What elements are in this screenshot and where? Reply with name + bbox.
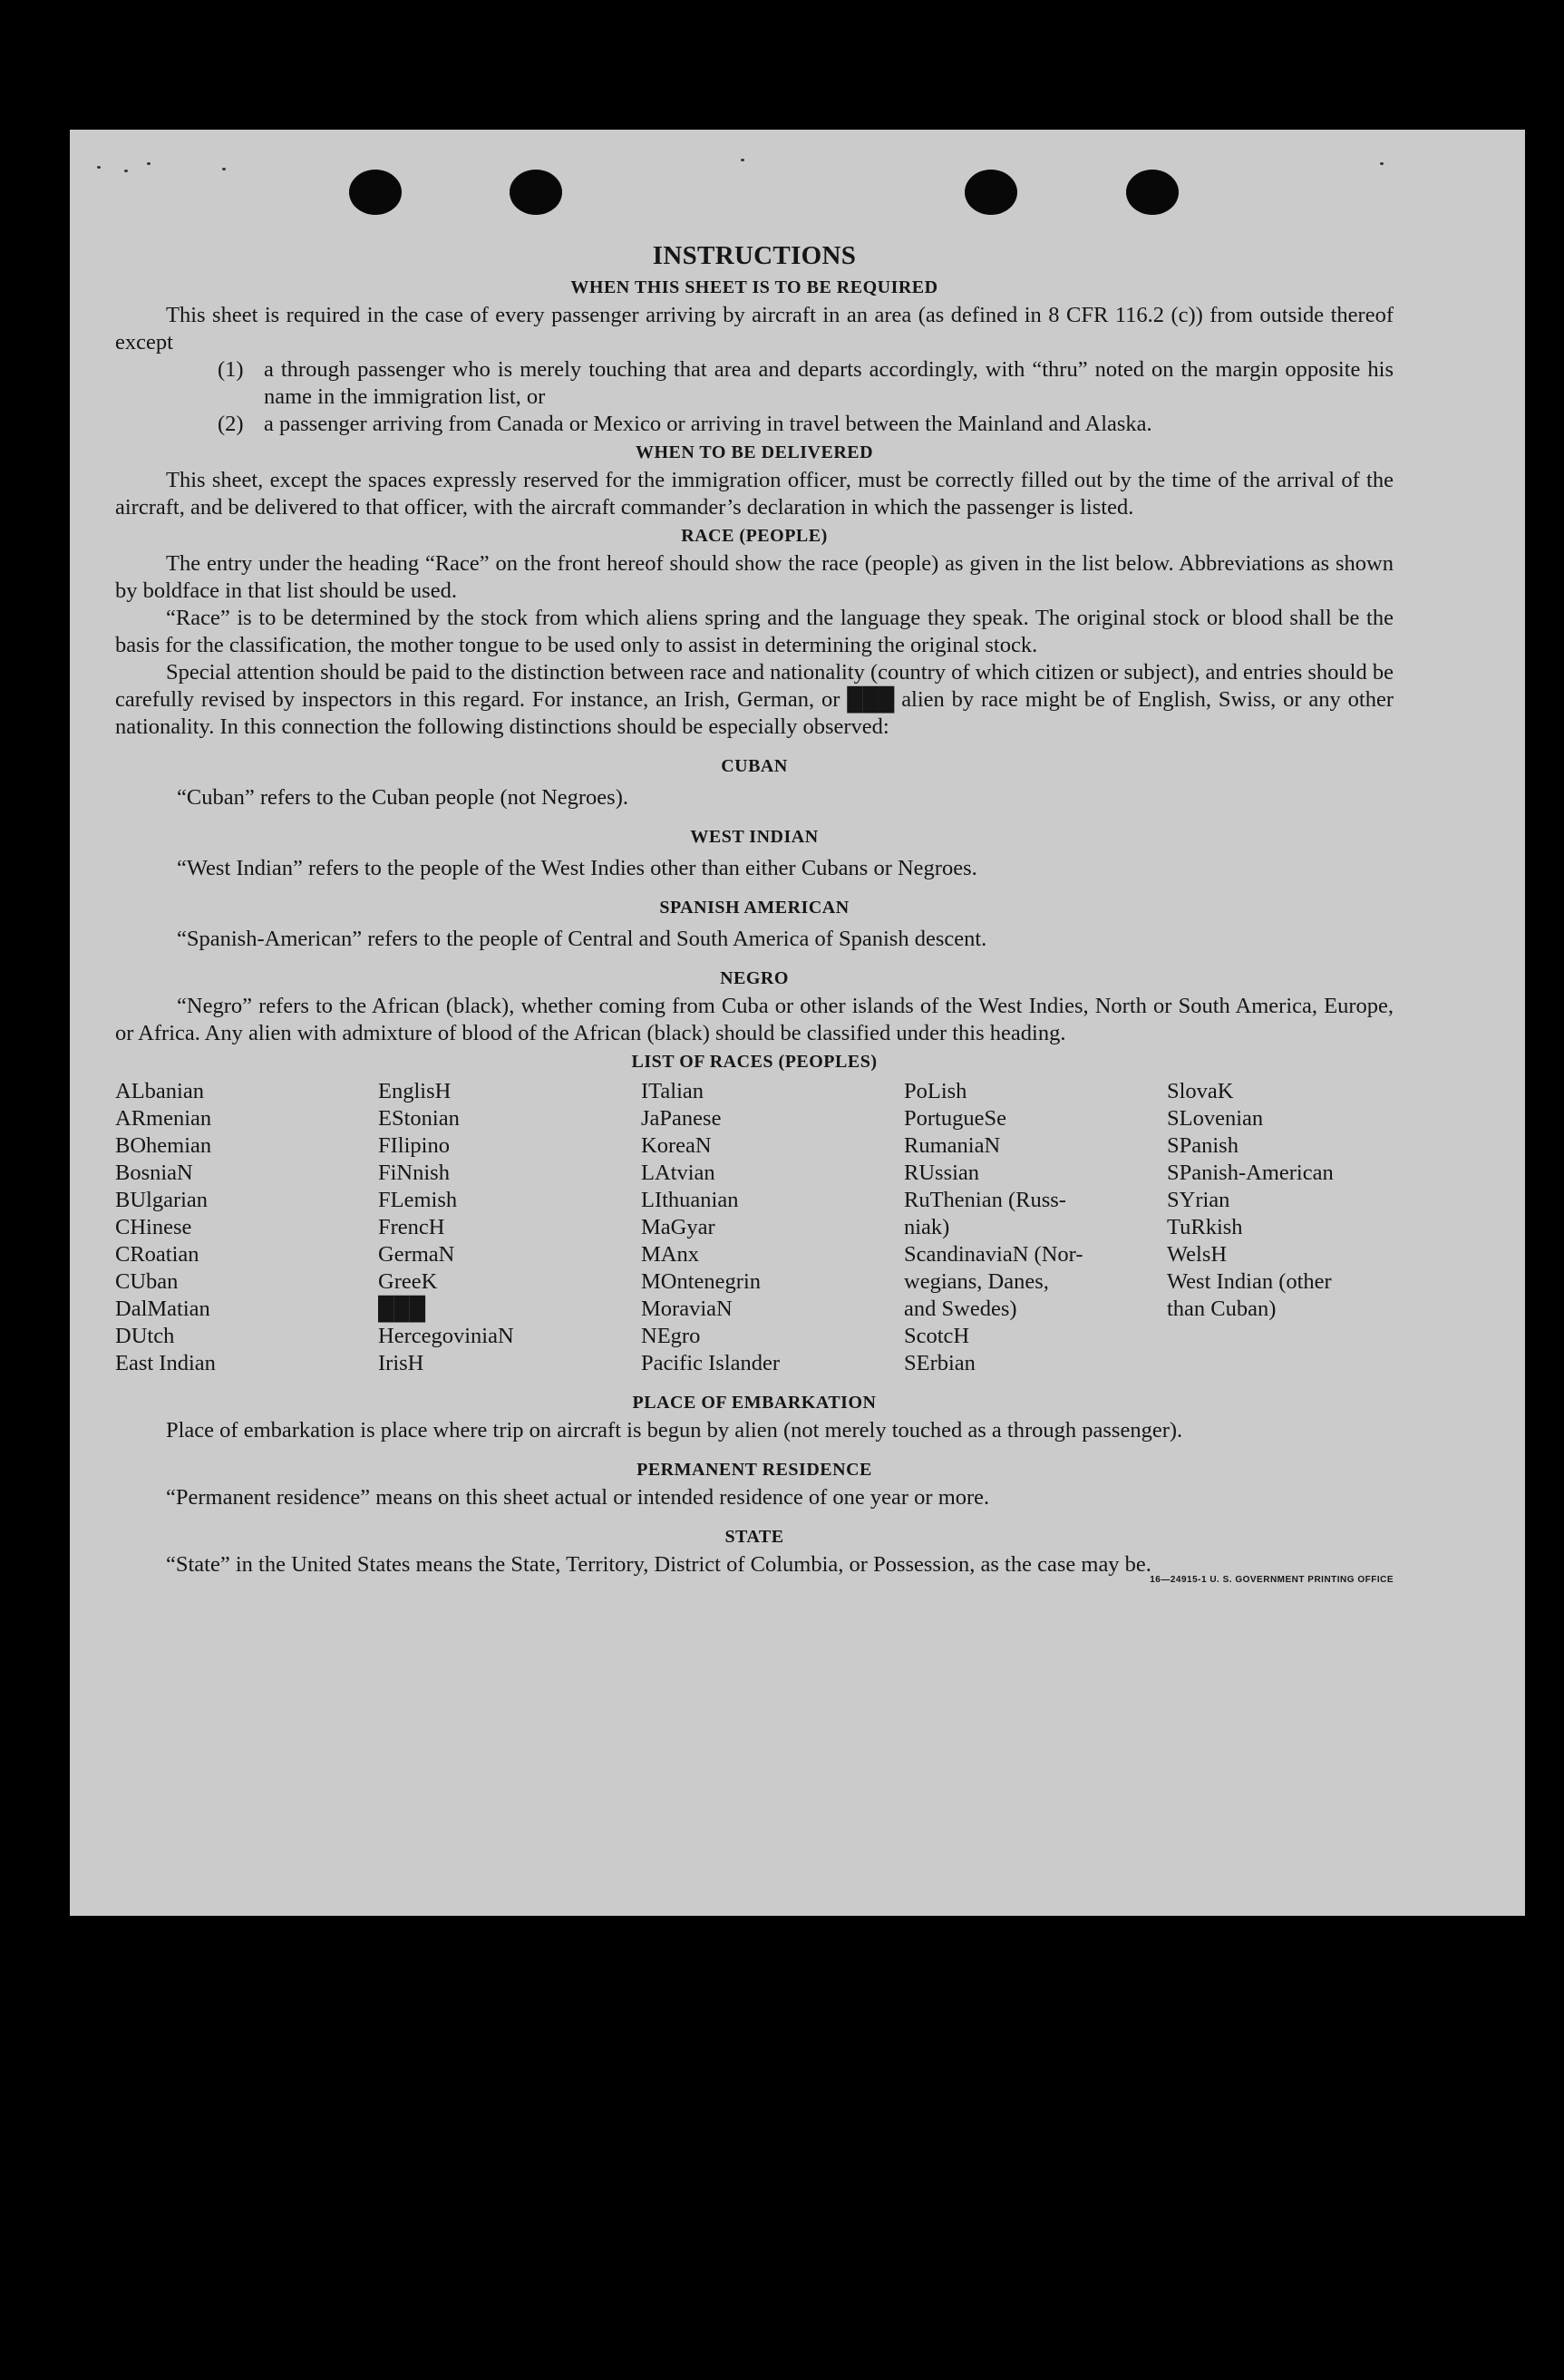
punch-hole	[1126, 170, 1179, 215]
race-entry: CHinese	[115, 1215, 192, 1239]
race-entry: MAnx	[641, 1242, 699, 1267]
item-text: a through passenger who is merely touching that area and departs accordingly, with “thru” noted on the margin opposite his name in the immigration list, or	[264, 357, 1394, 409]
item-number: (1)	[218, 357, 244, 382]
race-entry: RumaniaN	[904, 1133, 1001, 1158]
item-number: (2)	[218, 412, 244, 436]
race-entry: FiNnish	[378, 1161, 450, 1185]
race-entry: GreeK	[378, 1269, 438, 1294]
race-entry: DUtch	[115, 1324, 175, 1348]
race-entry: GermaN	[378, 1242, 455, 1267]
race-entry: East Indian	[115, 1351, 216, 1375]
paragraph: The entry under the heading “Race” on the front hereof should show the race (people) as given in the list below. Abbreviations as shown by boldface in that list should be used.	[115, 551, 1394, 603]
section-heading: PERMANENT RESIDENCE	[636, 1460, 872, 1480]
race-entry: FLemish	[378, 1188, 458, 1212]
punch-hole	[965, 170, 1017, 215]
race-entry: ScandinaviaN (Nor- wegians, Danes, and Swedes)	[904, 1242, 1083, 1321]
punch-hole	[349, 170, 402, 215]
race-entry: IrisH	[378, 1351, 424, 1375]
race-entry: ALbanian	[115, 1079, 204, 1103]
paragraph: This sheet, except the spaces expressly reserved for the immigration officer, must be correctly filled out by the time of the arrival of the aircraft, and be delivered to that officer, with the aircraft commander’s declaration in which the passenger is listed.	[115, 468, 1394, 520]
race-entry: HercegoviniaN	[378, 1324, 514, 1348]
paragraph: This sheet is required in the case of every passenger arriving by aircraft in an area (as defined in 8 CFR 116.2 (c)) from outside thereof except	[115, 303, 1394, 355]
race-entry: SLovenian	[1167, 1106, 1264, 1131]
race-column	[904, 1078, 1167, 1377]
section-heading: SPANISH AMERICAN	[659, 898, 850, 918]
race-column	[378, 1078, 641, 1377]
section-heading: NEGRO	[720, 968, 789, 988]
race-entry: SYrian	[1167, 1188, 1230, 1212]
race-entry: LIthuanian	[641, 1188, 739, 1212]
race-entry: ARmenian	[115, 1106, 212, 1131]
paragraph: “Race” is to be determined by the stock from which aliens spring and the language they speak. The original stock or blood shall be the basis for the classification, the mother tongue to be used only to assist in determining the original stock.	[115, 606, 1394, 657]
paragraph: Place of embarkation is place where trip on aircraft is begun by alien (not merely touched as a through passenger).	[166, 1418, 1183, 1443]
definition: “West Indian” refers to the people of the West Indies other than either Cubans or Negroes.	[177, 856, 977, 880]
race-entry: ███	[378, 1297, 426, 1321]
race-entry: JaPanese	[641, 1106, 722, 1131]
race-entry: MoraviaN	[641, 1297, 733, 1321]
exception-item	[218, 411, 1394, 438]
section-heading: LIST OF RACES (PEOPLES)	[631, 1052, 878, 1072]
race-entry: West Indian (other than Cuban)	[1167, 1269, 1332, 1321]
exception-item	[218, 356, 1394, 411]
instructions-content	[115, 240, 1394, 1589]
race-entry: Pacific Islander	[641, 1351, 781, 1375]
punch-hole	[510, 170, 562, 215]
definition: “Spanish-American” refers to the people of Central and South America of Spanish descent.	[177, 927, 987, 951]
race-entry: PortugueSe	[904, 1106, 1006, 1131]
section-heading: CUBAN	[721, 756, 788, 776]
speck	[222, 168, 226, 170]
race-entry: BosniaN	[115, 1161, 193, 1185]
race-entry: PoLish	[904, 1079, 967, 1103]
exception-list	[218, 356, 1394, 438]
race-entry: NEgro	[641, 1324, 701, 1348]
section-heading: RACE (PEOPLE)	[681, 526, 828, 546]
race-entry: DalMatian	[115, 1297, 210, 1321]
race-column	[115, 1078, 378, 1377]
race-entry: LAtvian	[641, 1161, 715, 1185]
speck	[147, 162, 151, 165]
item-text: a passenger arriving from Canada or Mexico or arriving in travel between the Mainland and Alaska.	[264, 412, 1152, 436]
paragraph: Special attention should be paid to the distinction between race and nationality (country of which citizen or subject), and entries should be carefully revised by inspectors in this regard. For instance, an Irish, German, or ███ alien by race might be of English, Swiss, or any other nationality. In this connection the following distinctions should be especially observed:	[115, 660, 1394, 739]
section-heading: WHEN TO BE DELIVERED	[635, 442, 874, 462]
race-entry: BUlgarian	[115, 1188, 209, 1212]
race-entry: KoreaN	[641, 1133, 712, 1158]
race-entry: TuRkish	[1167, 1215, 1243, 1239]
race-entry: RuThenian (Russ- niak)	[904, 1188, 1066, 1239]
race-column	[1167, 1078, 1403, 1377]
race-entry: SErbian	[904, 1351, 976, 1375]
section-heading: WEST INDIAN	[690, 827, 819, 847]
paragraph: “State” in the United States means the State, Territory, District of Columbia, or Possession, as the case may be.	[166, 1552, 1151, 1577]
race-entry: SlovaK	[1167, 1079, 1234, 1103]
race-entry: MOntenegrin	[641, 1269, 761, 1294]
section-heading: WHEN THIS SHEET IS TO BE REQUIRED	[570, 277, 938, 297]
race-entry: ITalian	[641, 1079, 704, 1103]
instruction-sheet	[70, 130, 1525, 1916]
race-entry: FrencH	[378, 1215, 445, 1239]
race-entry: EStonian	[378, 1106, 460, 1131]
race-entry: EnglisH	[378, 1079, 452, 1103]
speck	[741, 159, 744, 161]
race-entry: FIlipino	[378, 1133, 450, 1158]
speck	[97, 166, 101, 169]
race-entry: MaGyar	[641, 1215, 715, 1239]
definition: “Negro” refers to the African (black), whether coming from Cuba or other islands of the West Indies, North or South America, Europe, or Africa. Any alien with admixture of blood of the African (black) should be classified under this heading.	[115, 994, 1394, 1045]
race-list	[115, 1078, 1394, 1377]
race-entry: CRoatian	[115, 1242, 199, 1267]
print-code: 16—24915-1 U. S. GOVERNMENT PRINTING OFFICE	[1150, 1575, 1394, 1585]
race-entry: SPanish	[1167, 1133, 1239, 1158]
speck	[124, 170, 128, 172]
race-entry: WelsH	[1167, 1242, 1228, 1267]
race-entry: CUban	[115, 1269, 179, 1294]
race-entry: BOhemian	[115, 1133, 212, 1158]
race-entry: RUssian	[904, 1161, 980, 1185]
race-entry: SPanish-American	[1167, 1161, 1334, 1185]
paragraph: “Permanent residence” means on this sheet actual or intended residence of one year or more.	[166, 1485, 990, 1510]
section-heading: STATE	[724, 1527, 784, 1547]
page-title: INSTRUCTIONS	[652, 241, 857, 270]
race-entry: ScotcH	[904, 1324, 970, 1348]
definition: “Cuban” refers to the Cuban people (not Negroes).	[177, 785, 628, 810]
speck	[1380, 162, 1384, 165]
section-heading: PLACE OF EMBARKATION	[632, 1393, 877, 1413]
race-column	[641, 1078, 904, 1377]
